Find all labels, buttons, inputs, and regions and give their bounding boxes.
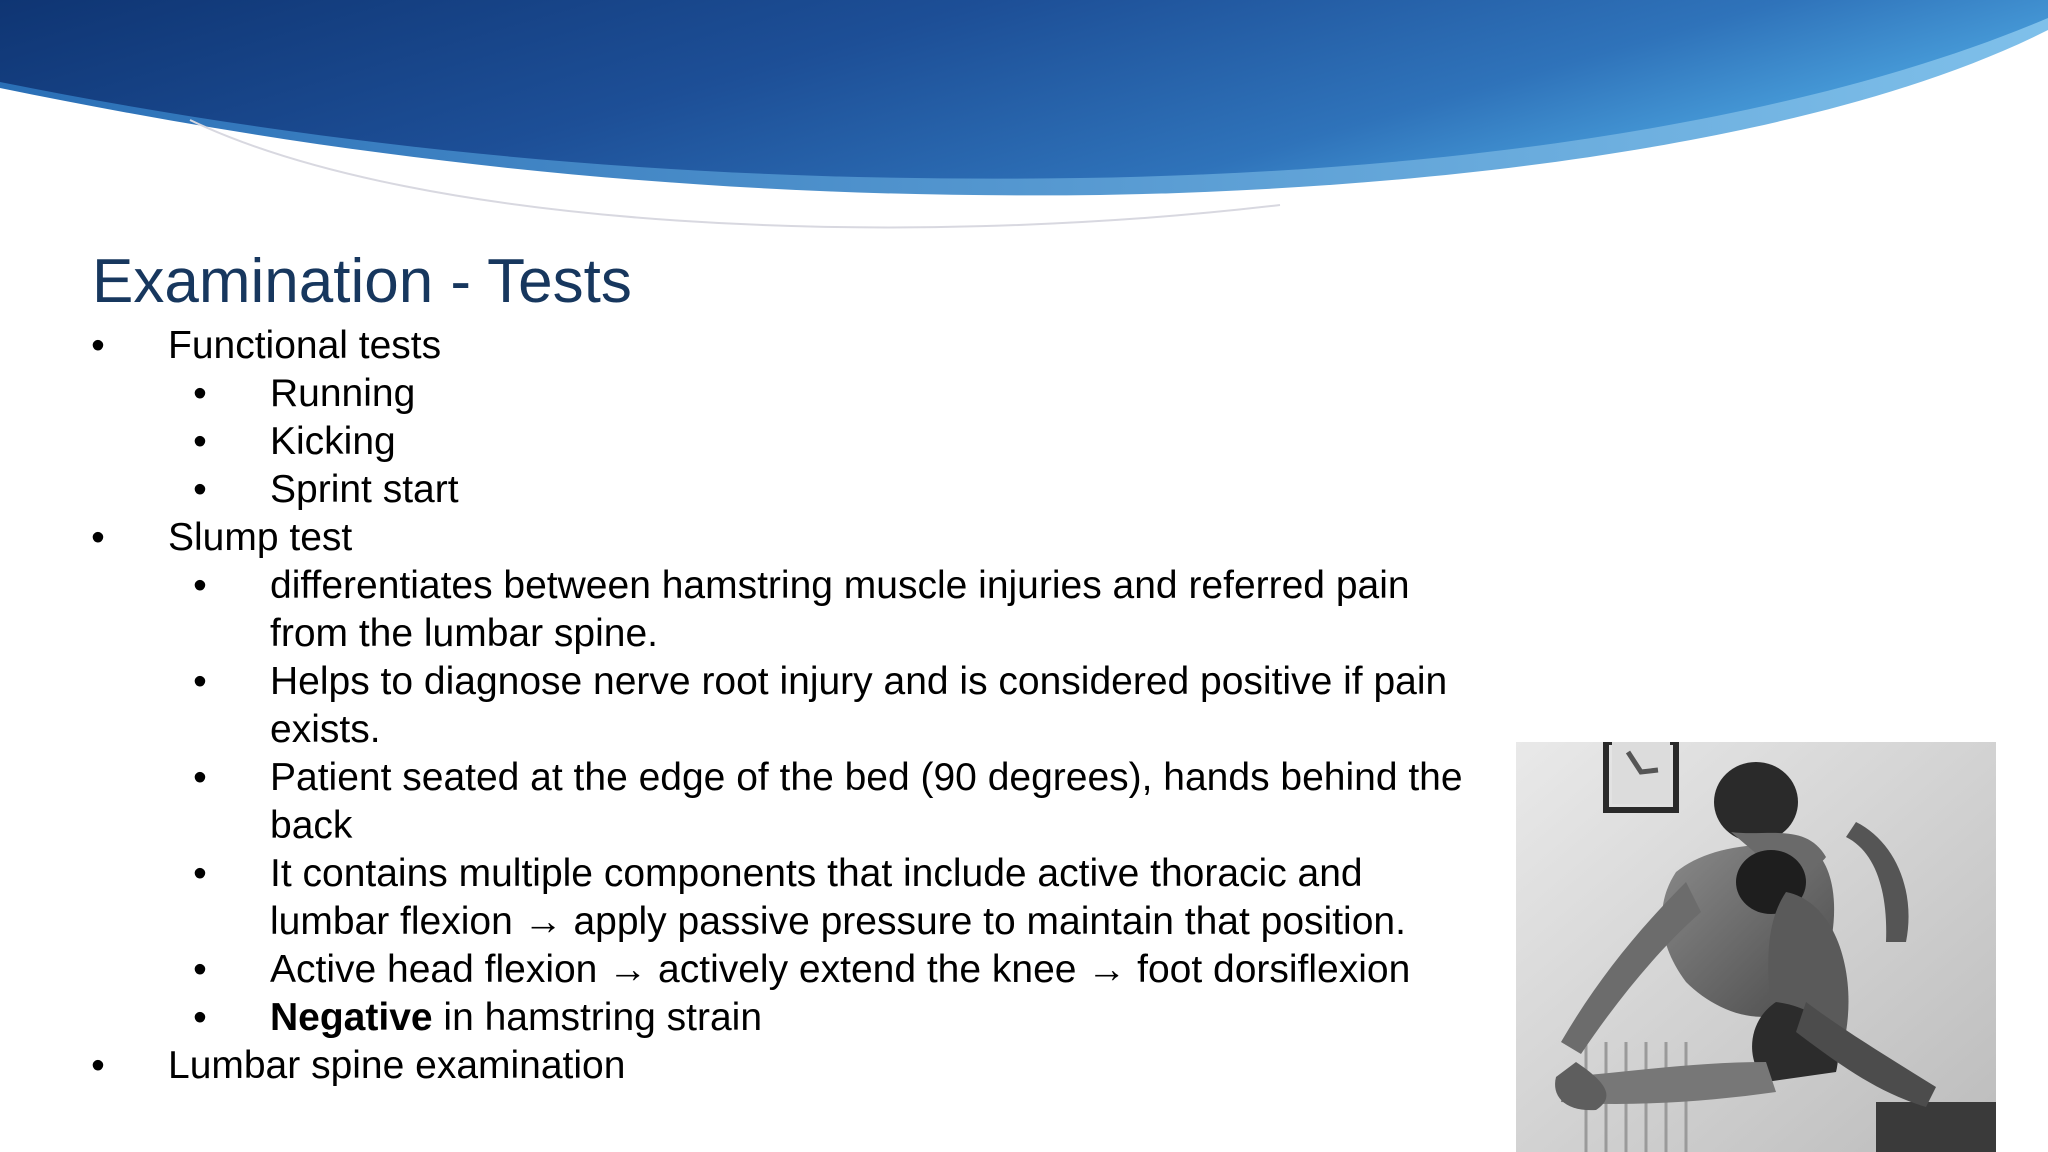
bullet-marker: • [193, 468, 207, 511]
bullet-marker: • [193, 564, 207, 607]
bullet-text: lumbar flexion → apply passive pressure to maintain that position. [270, 900, 1406, 943]
bullet-marker: • [193, 756, 207, 799]
bullet-text: Active head flexion → actively extend the knee → foot dorsiflexion [270, 948, 1411, 991]
slide-title: Examination - Tests [92, 247, 632, 316]
bullet-marker: • [91, 324, 105, 367]
bullet-text: Lumbar spine examination [168, 1044, 626, 1087]
bullet-rest-text: in hamstring strain [432, 996, 763, 1039]
header-wave-banner [0, 0, 2048, 240]
bullet-text: Slump test [168, 516, 353, 559]
bullet-marker: • [91, 1044, 105, 1087]
bullet-marker: • [91, 516, 105, 559]
bullet-text: Sprint start [270, 468, 459, 511]
bullet-marker: • [193, 660, 207, 703]
bullet-text: exists. [270, 708, 381, 751]
bullet-text: Kicking [270, 420, 396, 463]
bullet-marker: • [193, 996, 207, 1039]
bullet-text: It contains multiple components that include active thoracic and [270, 852, 1363, 895]
bullet-text: Functional tests [168, 324, 442, 367]
bullet-bold-text: Negative [270, 996, 433, 1039]
bullet-text: Patient seated at the edge of the bed (90 degrees), hands behind the [270, 756, 1463, 799]
bullet-marker: • [193, 948, 207, 991]
bullet-marker: • [193, 852, 207, 895]
bullet-marker: • [193, 372, 207, 415]
bullet-text: back [270, 804, 353, 847]
bullet-text [270, 994, 762, 1042]
bullet-text: Running [270, 372, 416, 415]
bullet-text: differentiates between hamstring muscle injuries and referred pain [270, 564, 1410, 607]
bullet-marker: • [193, 420, 207, 463]
slump-test-photo [1516, 742, 1996, 1152]
bullet-text: Helps to diagnose nerve root injury and is considered positive if pain [270, 660, 1448, 703]
bullet-text: from the lumbar spine. [270, 612, 659, 655]
